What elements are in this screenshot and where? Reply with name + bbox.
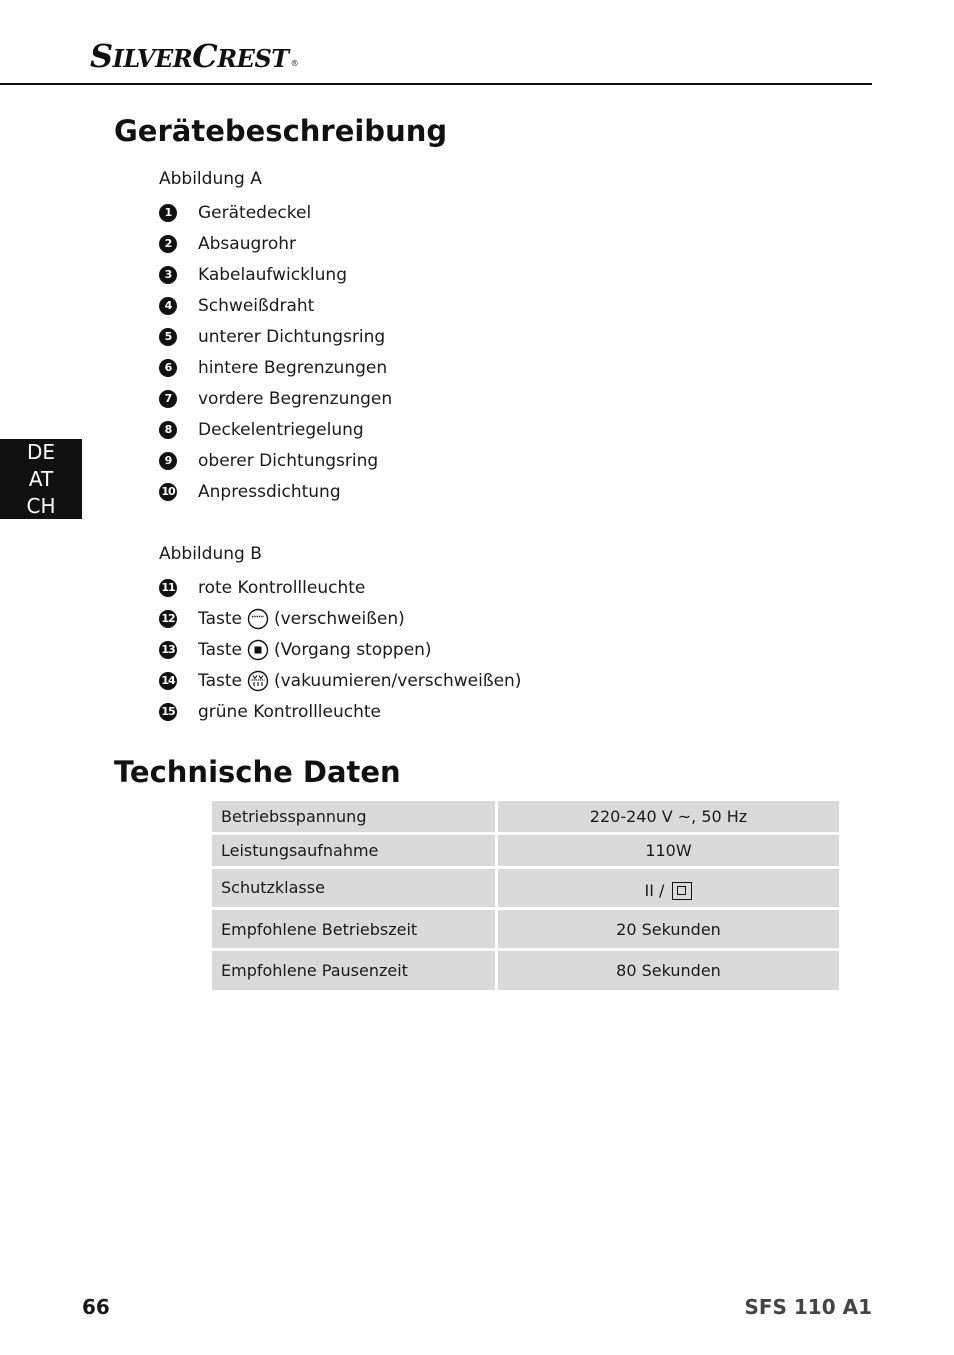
list-item xyxy=(159,414,392,445)
figure-a-label: Abbildung A xyxy=(159,169,262,189)
item-text: Anpressdichtung xyxy=(198,481,341,502)
item-text: hintere Begrenzungen xyxy=(198,357,388,378)
header-rule xyxy=(0,83,872,85)
brand-logo: SILVERCREST ® xyxy=(90,37,299,75)
item-text: oberer Dichtungsring xyxy=(198,450,379,471)
stop-button-icon xyxy=(247,639,269,661)
list-item xyxy=(159,290,392,321)
figure-b-list xyxy=(159,572,521,727)
item-text: (verschweißen) xyxy=(273,608,405,629)
table-row xyxy=(212,801,839,832)
number-badge: 11 xyxy=(159,579,177,597)
page-number: 66 xyxy=(82,1295,110,1319)
figure-a-list xyxy=(159,197,392,507)
table-row xyxy=(212,835,839,866)
item-text: unterer Dichtungsring xyxy=(198,326,386,347)
item-text: (Vorgang stoppen) xyxy=(273,639,432,660)
item-text: Deckelentriegelung xyxy=(198,419,364,440)
number-badge: 5 xyxy=(159,328,177,346)
list-item xyxy=(159,445,392,476)
list-item xyxy=(159,321,392,352)
table-cell-label: Empfohlene Betriebszeit xyxy=(212,910,495,948)
list-item xyxy=(159,352,392,383)
number-badge: 3 xyxy=(159,266,177,284)
list-item xyxy=(159,696,521,727)
item-text: rote Kontrollleuchte xyxy=(198,577,366,598)
list-item xyxy=(159,383,392,414)
list-item xyxy=(159,259,392,290)
item-text: Kabelaufwicklung xyxy=(198,264,347,285)
number-badge: 9 xyxy=(159,452,177,470)
table-cell-label: Leistungsaufnahme xyxy=(212,835,495,866)
protection-class-text: II / xyxy=(644,881,665,900)
list-item xyxy=(159,476,392,507)
number-badge: 15 xyxy=(159,703,177,721)
number-badge: 6 xyxy=(159,359,177,377)
item-text: Absaugrohr xyxy=(198,233,297,254)
model-name: SFS 110 A1 xyxy=(744,1295,872,1319)
number-badge: 8 xyxy=(159,421,177,439)
number-badge: 12 xyxy=(159,610,177,628)
number-badge: 13 xyxy=(159,641,177,659)
item-prefix: Taste xyxy=(198,670,242,691)
section-title-tech-data: Technische Daten xyxy=(114,755,401,789)
language-tab xyxy=(0,439,82,519)
protection-class-ii-icon xyxy=(672,882,692,900)
table-cell-label: Empfohlene Pausenzeit xyxy=(212,951,495,990)
table-row xyxy=(212,951,839,990)
table-cell-value: 110W xyxy=(498,835,839,866)
number-badge: 10 xyxy=(159,483,177,501)
table-row xyxy=(212,910,839,948)
list-item xyxy=(159,228,392,259)
item-text: Schweißdraht xyxy=(198,295,315,316)
table-cell-value: 220-240 V ~, 50 Hz xyxy=(498,801,839,832)
table-cell-value xyxy=(498,869,839,907)
lang-ch: CH xyxy=(26,494,56,518)
item-text: Gerätedeckel xyxy=(198,202,312,223)
vacuum-seal-button-icon xyxy=(247,670,269,692)
list-item xyxy=(159,634,521,665)
list-item xyxy=(159,572,521,603)
lang-at: AT xyxy=(28,467,54,491)
number-badge: 2 xyxy=(159,235,177,253)
item-text: vordere Begrenzungen xyxy=(198,388,393,409)
number-badge: 7 xyxy=(159,390,177,408)
section-title-description: Gerätebeschreibung xyxy=(114,114,448,148)
lang-de: DE xyxy=(26,440,56,464)
number-badge: 4 xyxy=(159,297,177,315)
table-cell-label: Betriebsspannung xyxy=(212,801,495,832)
item-text: (vakuumieren/verschweißen) xyxy=(273,670,522,691)
figure-b-label: Abbildung B xyxy=(159,544,262,564)
seal-button-icon xyxy=(247,608,269,630)
table-row xyxy=(212,869,839,907)
tech-data-table xyxy=(212,801,839,993)
list-item xyxy=(159,603,521,634)
list-item xyxy=(159,665,521,696)
table-cell-label: Schutzklasse xyxy=(212,869,495,907)
number-badge: 14 xyxy=(159,672,177,690)
number-badge: 1 xyxy=(159,204,177,222)
item-prefix: Taste xyxy=(198,608,242,629)
table-cell-value: 80 Sekunden xyxy=(498,951,839,990)
list-item xyxy=(159,197,392,228)
table-cell-value: 20 Sekunden xyxy=(498,910,839,948)
item-text: grüne Kontrollleuchte xyxy=(198,701,381,722)
item-prefix: Taste xyxy=(198,639,242,660)
